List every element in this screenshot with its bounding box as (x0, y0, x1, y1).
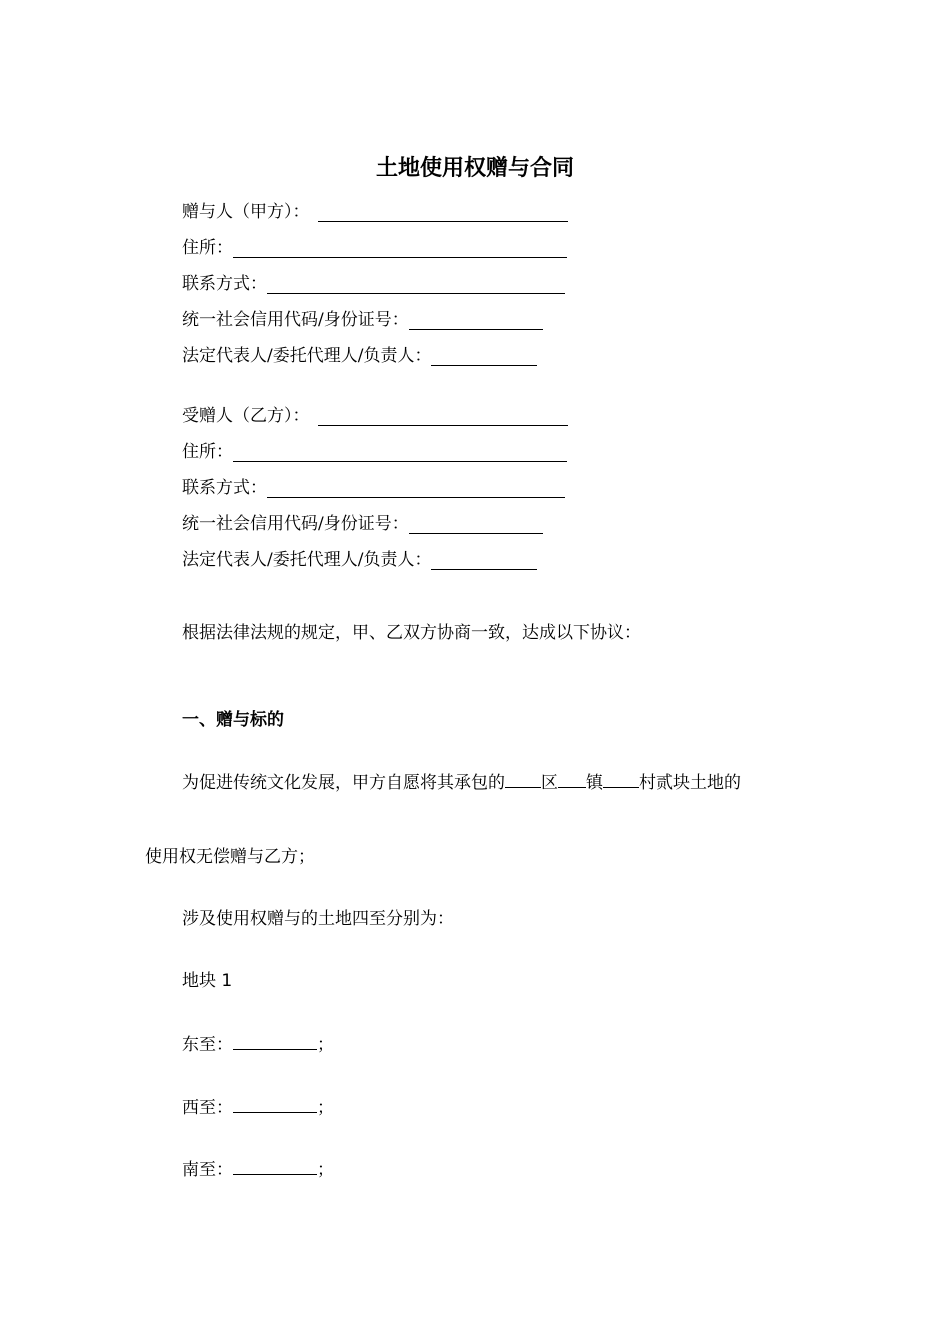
donor-name-blank[interactable] (318, 202, 568, 222)
donee-address-label: 住所： (182, 442, 233, 462)
donor-rep-label: 法定代表人/委托代理人/负责人： (182, 346, 432, 366)
donor-name-field (182, 199, 568, 225)
donee-contact-blank[interactable] (267, 478, 565, 498)
south-boundary-line (182, 1156, 334, 1183)
donor-id-field (182, 307, 543, 333)
para1-text-start: 为促进传统文化发展，甲方自愿将其承包的 (182, 773, 505, 793)
donee-address-blank[interactable] (233, 442, 567, 462)
west-boundary-line (182, 1094, 334, 1121)
east-label: 东至： (182, 1035, 233, 1055)
east-semicolon: ； (317, 1035, 334, 1055)
donor-rep-blank[interactable] (431, 346, 537, 366)
east-boundary-line (182, 1031, 334, 1058)
west-semicolon: ； (317, 1098, 334, 1118)
donee-name-label: 受赠人（乙方）： (182, 406, 310, 426)
blank-town[interactable] (558, 769, 586, 788)
donee-rep-label: 法定代表人/委托代理人/负责人： (182, 550, 432, 570)
section-heading: 一、赠与标的 (182, 710, 284, 730)
west-label: 西至： (182, 1098, 233, 1118)
section1-paragraph-1 (182, 769, 741, 796)
donor-name-label: 赠与人（甲方）： (182, 202, 310, 222)
blank-district[interactable] (505, 769, 541, 788)
district-label: 区 (541, 773, 558, 793)
blank-village[interactable] (603, 769, 639, 788)
para1-text-end: 村贰块土地的 (639, 773, 741, 793)
donee-id-blank[interactable] (409, 514, 543, 534)
donee-address-field (182, 439, 567, 465)
document-title: 土地使用权赠与合同 (375, 156, 574, 181)
donor-contact-field (182, 271, 565, 297)
donor-id-label: 统一社会信用代码/身份证号： (182, 310, 409, 330)
donor-id-blank[interactable] (409, 310, 543, 330)
donee-rep-field (182, 547, 537, 573)
donor-address-field (182, 235, 567, 261)
donee-id-label: 统一社会信用代码/身份证号： (182, 514, 409, 534)
donor-contact-blank[interactable] (267, 274, 565, 294)
donor-address-label: 住所： (182, 238, 233, 258)
donor-rep-field (182, 343, 537, 369)
south-label: 南至： (182, 1160, 233, 1180)
donee-id-field (182, 511, 543, 537)
donee-name-blank[interactable] (318, 406, 568, 426)
donor-contact-label: 联系方式： (182, 274, 267, 294)
west-blank[interactable] (233, 1094, 317, 1113)
preamble-paragraph: 根据法律法规的规定，甲、乙双方协商一致，达成以下协议： (182, 623, 641, 643)
donee-contact-label: 联系方式： (182, 478, 267, 498)
east-blank[interactable] (233, 1031, 317, 1050)
south-blank[interactable] (233, 1156, 317, 1175)
section1-paragraph-2: 涉及使用权赠与的土地四至分别为： (182, 909, 454, 929)
donee-contact-field (182, 475, 565, 501)
south-semicolon: ； (317, 1160, 334, 1180)
section1-paragraph-1-continued: 使用权无偿赠与乙方； (145, 847, 315, 867)
town-label: 镇 (586, 773, 603, 793)
plot-label: 地块 1 (182, 971, 233, 991)
donee-rep-blank[interactable] (431, 550, 537, 570)
donee-name-field (182, 403, 568, 429)
donor-address-blank[interactable] (233, 238, 567, 258)
